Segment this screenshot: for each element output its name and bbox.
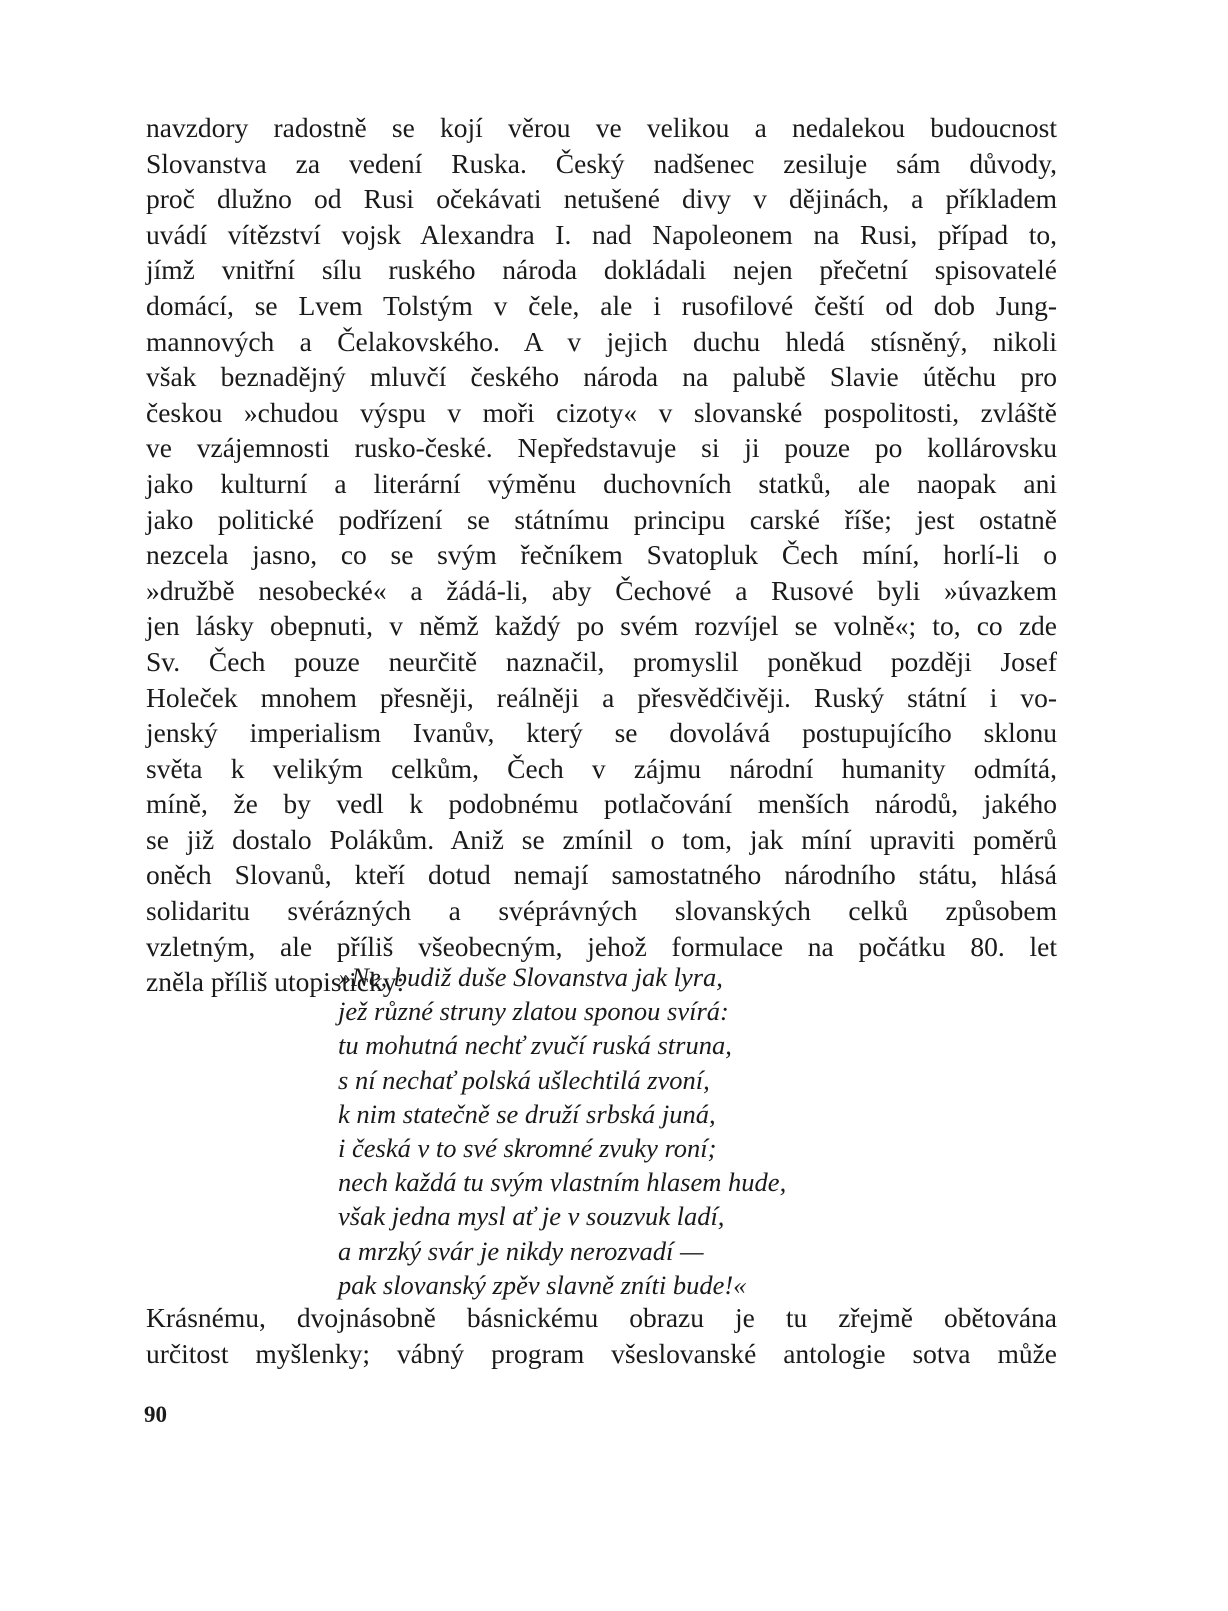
text-line: vzletným, ale příliš všeobecným, jehož formulace na počátku 80. let (146, 930, 1057, 962)
text-line: se již dostalo Polákům. Aniž se zmínil o tom, jak míní upraviti poměrů (146, 823, 1057, 855)
poem-verse: i česká v to své skromné zvuky roní; (338, 1132, 717, 1163)
text-line: světa k velikým celkům, Čech v zájmu národní humanity odmítá, (146, 752, 1057, 784)
poem-quote (338, 960, 786, 1302)
text-line: Sv. Čech pouze neurčitě naznačil, promyslil poněkud později Josef (146, 645, 1057, 677)
text-line: »družbě nesobecké« a žádá-li, aby Čechové a Rusové byli »úvazkem (146, 574, 1057, 606)
text-line: solidaritu svérázných a svéprávných slovanských celků způsobem (146, 895, 1057, 927)
text-line: určitost myšlenky; vábný program všeslovanské antologie sotva může (146, 1337, 1057, 1369)
text-line: Holeček mnohem přesněji, reálněji a přesvědčivěji. Ruský státní i vo- (146, 681, 1057, 713)
poem-verse: pak slovanský zpěv slavně zníti bude!« (338, 1269, 747, 1300)
poem-verse: nech každá tu svým vlastním hlasem hude, (338, 1167, 787, 1198)
closing-paragraph (146, 1300, 1057, 1371)
poem-verse: a mrzký svár je nikdy nerozvadí — (338, 1235, 704, 1266)
poem-verse: s ní nechať polská ušlechtilá zvoní, (338, 1064, 710, 1095)
text-line: jako politické podřízení se státnímu principu carské říše; jest ostatně (146, 503, 1057, 535)
text-line: uvádí vítězství vojsk Alexandra I. nad Napoleonem na Rusi, případ to, (146, 218, 1057, 250)
poem-verse: jež různé struny zlatou sponou svírá: (338, 996, 729, 1027)
text-line: zněla příliš utopisticky: (146, 966, 405, 998)
text-line: domácí, se Lvem Tolstým v čele, ale i rusofilové čeští od dob Jung- (146, 289, 1057, 321)
text-line: však beznadějný mluvčí českého národa na palubě Slavie útěchu pro (146, 361, 1057, 393)
text-line: mannových a Čelakovského. A v jejich duchu hledá stísněný, nikoli (146, 325, 1057, 357)
text-line: Slovanstva za vedení Ruska. Český nadšenec zesiluje sám důvody, (146, 147, 1057, 179)
text-line: ve vzájemnosti rusko-české. Nepředstavuje si ji pouze po kollárovsku (146, 432, 1057, 464)
text-line: oněch Slovanů, kteří dotud nemají samostatného národního státu, hlásá (146, 859, 1057, 891)
poem-verse: k nim statečně se druží srbská juná, (338, 1098, 716, 1129)
text-line: nezcela jasno, co se svým řečníkem Svatopluk Čech míní, horlí-li o (146, 539, 1057, 571)
body-paragraph (146, 110, 1057, 1000)
text-line: míně, že by vedl k podobnému potlačování menších národů, jakého (146, 788, 1057, 820)
text-line: jenský imperialism Ivanův, který se dovolává postupujícího sklonu (146, 717, 1057, 749)
page-number: 90 (144, 1402, 167, 1427)
text-line: Krásnému, dvojnásobně básnickému obrazu je tu zřejmě obětována (146, 1302, 1057, 1333)
text-line: proč dlužno od Rusi očekávati netušené divy v dějinách, a příkladem (146, 183, 1057, 215)
poem-verse: tu mohutná nechť zvučí ruská struna, (338, 1030, 732, 1061)
text-line: navzdory radostně se kojí věrou ve velikou a nedalekou budoucnost (146, 112, 1057, 143)
text-line: jako kulturní a literární výměnu duchovních statků, ale naopak ani (146, 467, 1057, 499)
text-line: českou »chudou výspu v moři cizoty« v slovanské pospolitosti, zvláště (146, 396, 1057, 428)
poem-verse: však jedna mysl ať je v souzvuk ladí, (338, 1201, 725, 1232)
text-line: jen lásky obepnuti, v němž každý po svém rozvíjel se volně«; to, co zde (146, 610, 1057, 642)
poem-verse: »Ne, budiž duše Slovanstva jak lyra, (338, 962, 723, 992)
text-line: jímž vnitřní sílu ruského národa dokládali nejen přečetní spisovatelé (146, 254, 1057, 286)
